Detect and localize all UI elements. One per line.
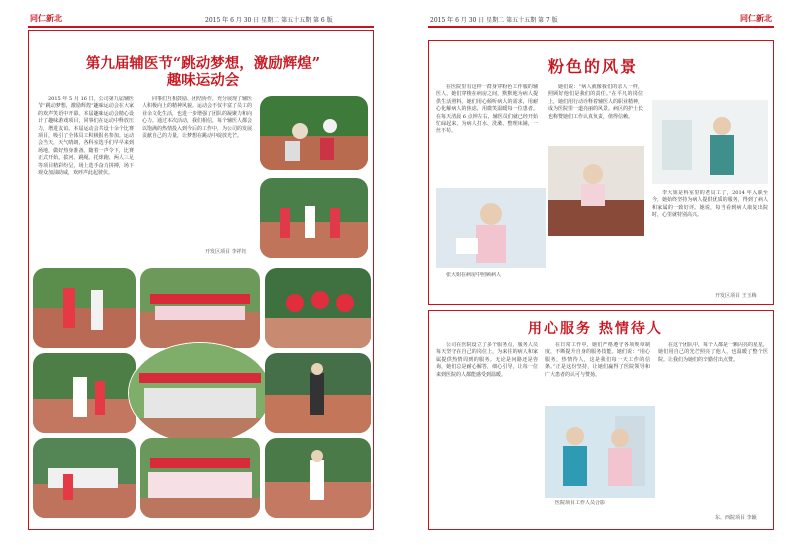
left-signature: 开发区项目 李祥钰 — [205, 249, 247, 255]
s1-col-1 — [436, 84, 538, 184]
s1-caption — [436, 272, 646, 300]
photo-two-participants — [33, 268, 136, 348]
s1-col-3 — [652, 190, 768, 290]
left-article-title-line2: 趣味运动会 — [166, 72, 240, 89]
photo-service-staff — [545, 406, 655, 498]
s2-col-1-text: 公司在医院设立了多个服务点，服务人员每天坚守在自己的岗位上，为来往的病人和家属提供热情周到的服务。无论是问路还是咨询，她们总是耐心解答，细心引导，让每一位来到医院的人都能感受到温暖。 — [436, 342, 538, 378]
photo-staff-ward — [652, 100, 768, 184]
s2-signature: 东、西院项目 李颖 — [715, 515, 757, 521]
s1-col-2-text: 她们说：“病人就像我们的亲人一样，照顾好他们是我们的责任。”在平凡的岗位上，她们用行动诠释着辅医人的职业精神，成为医院里一道亮丽的风景。病区的护士长也称赞她们工作认真负责，值得信赖。 — [548, 84, 643, 120]
s1-col-2 — [548, 84, 643, 144]
s2-col-1 — [436, 342, 538, 522]
photo-group-lineup — [140, 268, 260, 348]
s2-caption — [545, 500, 660, 524]
s2-col-3 — [658, 342, 768, 502]
photo-running-race — [33, 353, 136, 433]
photo-spectators — [33, 438, 136, 518]
photo-red-caps — [265, 268, 371, 348]
left-col-2-text: 同事们互相鼓励、团结协作，充分展现了辅医人积极向上的精神风貌。运动会不仅丰富了员工的业余文化生活，也进一步增强了团队的凝聚力和向心力。通过本次活动，我们相信，每个辅医人都会以饱满的热情投入到今后的工作中，为公司的发展贡献自己的力量，让梦想在跳动中绽放光芒。 — [142, 96, 252, 140]
photo-group-center-oval — [128, 342, 272, 444]
left-col-2 — [142, 96, 252, 236]
photo-nurse-notes — [436, 188, 546, 268]
left-header-logo: 同仁新北 — [30, 14, 62, 23]
right-header-info-wrap — [430, 10, 558, 24]
left-header-rule — [28, 26, 374, 28]
section2-title: 用心服务 热情待人 — [528, 321, 663, 337]
left-article-title: 第九届辅医节“跳动梦想，激励辉煌” — [85, 55, 321, 72]
photo-ball-game — [265, 353, 371, 433]
left-header — [30, 10, 62, 24]
left-col-1-text: 2015 年 5 月 16 日，公司第九届辅医节“跳动梦想，激励辉煌”趣味运动会在大家的欢声笑语中开幕。本届趣味运动会精心设计了趣味游戏项目，同事们在运动中释放压力，增进友谊。本届运动会共设十余个比赛项目，吸引了全体员工积极报名参加。运动会当天，天气晴朗，各科室选手们早早来到场地，做好热身准备。随着一声令下，比赛正式开始。拔河、跳绳、托球跑、两人三足等项目精彩纷呈，场上选手奋力拼搏，场下观众加油助威，欢呼声此起彼伏。 — [38, 96, 134, 177]
right-page — [400, 0, 800, 556]
right-header — [740, 10, 772, 24]
s1-col-3-text: 李大姐是科室里的老员工了，2014 年入职至今，她始终坚持为病人提供优质的服务，得到了病人和家属的一致好评。她说，每当看到病人康复出院时，心里就特别高兴。 — [652, 190, 768, 219]
right-header-logo: 同仁新北 — [740, 14, 772, 23]
s2-col-3-text: 在这个团队中，每个人都是一颗闪亮的星星，她们用自己的光芒照亮了他人，也温暖了整个医院。让我们为她们的辛勤付出点赞。 — [658, 342, 768, 363]
section1-title: 粉色的风景 — [548, 57, 639, 76]
left-header-info-wrap — [205, 10, 333, 24]
s1-caption-text: 张大姐在病房中照顾病人 — [446, 272, 502, 278]
left-col-1 — [38, 96, 134, 256]
photo-racing-event — [260, 96, 368, 170]
s1-signature: 开发区项目 王玉梅 — [715, 293, 757, 299]
photo-award-group — [140, 438, 260, 518]
right-header-rule — [428, 26, 774, 28]
s2-col-2 — [545, 342, 650, 402]
photo-skipping — [265, 438, 371, 518]
right-header-info: 2015 年 6 月 30 日 星期二 第五十五期 第 7 版 — [430, 17, 558, 24]
s2-col-2-text: 在日常工作中，她们严格遵守各项规章制度，不断提升自身的服务技能。她们说：“用心服务，热情待人，这是我们每一天工作的信条。”正是这份坚持，让她们赢得了医院领导和广大患者的认可与赞扬。 — [545, 342, 650, 378]
s2-caption-text: 医院项目工作人员合影 — [555, 500, 606, 506]
photo-nurse-desk — [548, 146, 644, 236]
photo-team-relay — [260, 178, 368, 258]
left-header-info: 2015 年 6 月 30 日 星期二 第五十五期 第 6 版 — [205, 17, 333, 24]
s1-col-1-text: 在医院里有这样一群身穿粉色工作服的辅医人，她们穿梭在病房之间，默默地为病人提供生活照料。她们用心倾听病人的需求，用耐心化解病人的焦虑，用微笑温暖每一位患者。在每天清晨 6 点钟左右，辅医员们就已经开始忙碌起来，为病人打水、洗漱、整理床铺，一丝不苟。 — [436, 84, 538, 135]
